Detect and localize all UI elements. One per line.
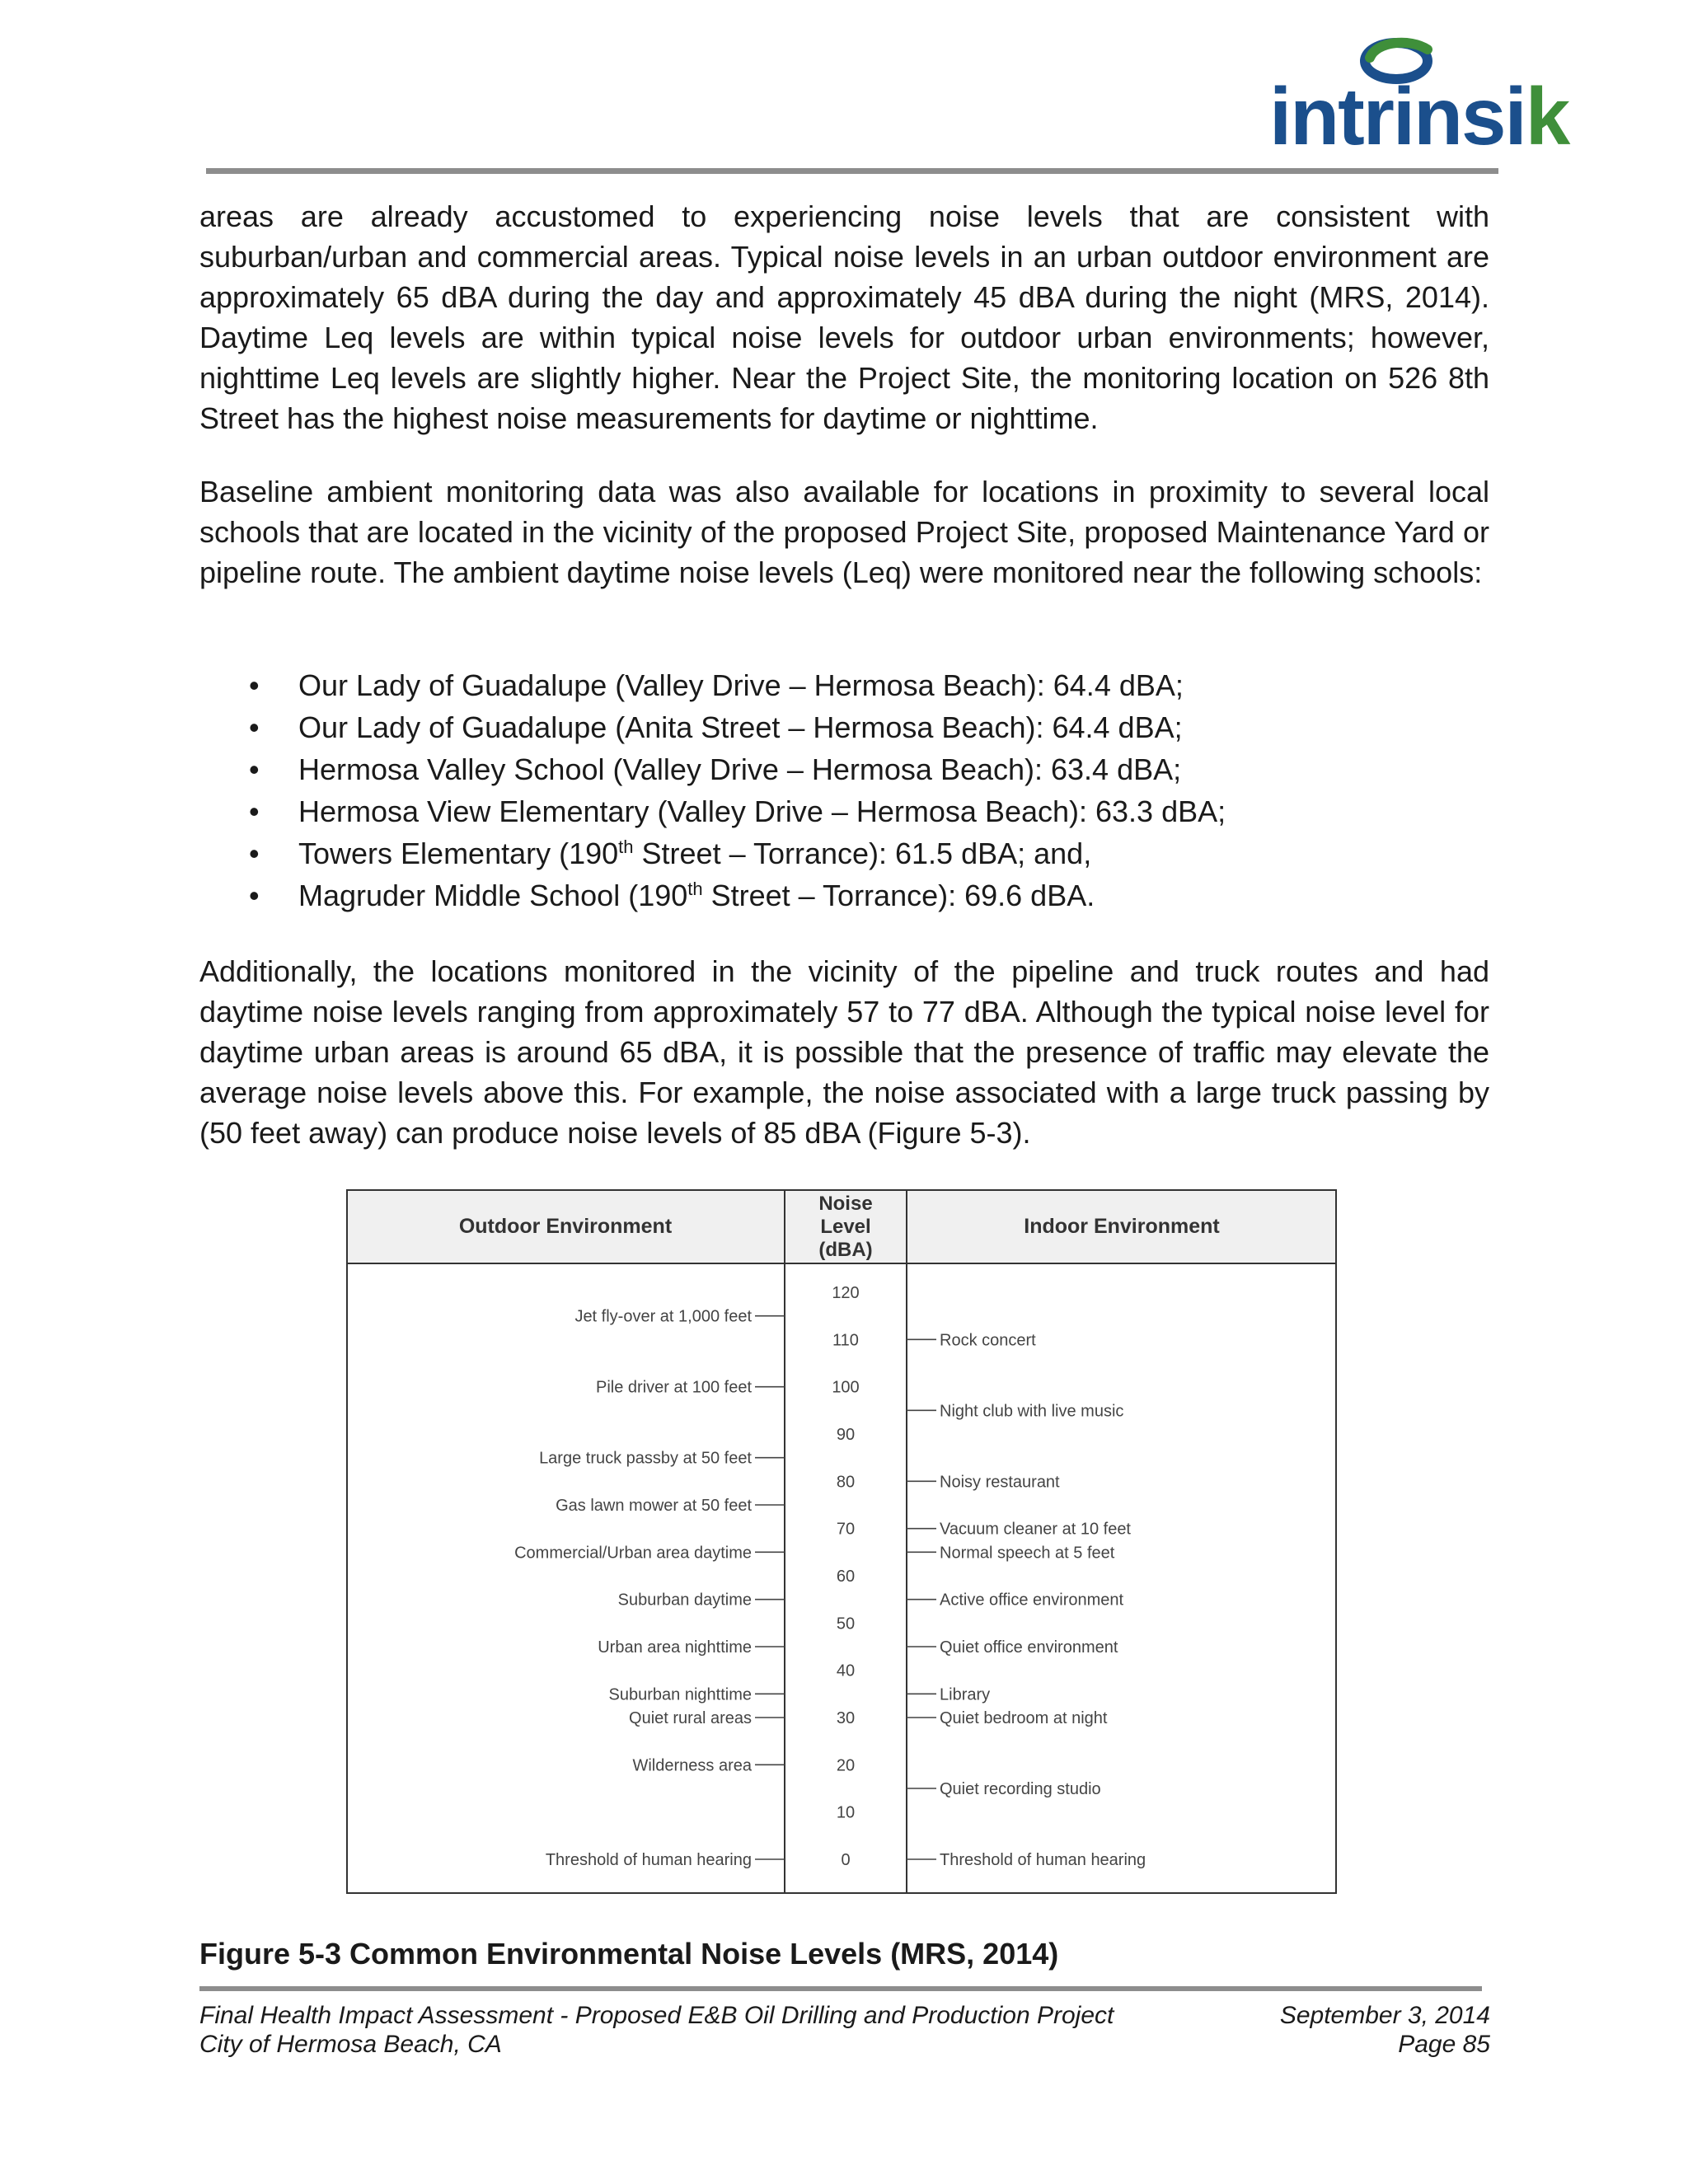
footer-right [1280, 2001, 1490, 2059]
scale-tick-label: 0 [841, 1851, 851, 1869]
scale-tick-label: 60 [836, 1568, 856, 1586]
scale-tick-label: 90 [836, 1426, 856, 1444]
scale-tick-label: 10 [836, 1803, 856, 1822]
paragraph-3: Additionally, the locations monitored in the vicinity of the pipeline and truck routes and had daytime noise levels ranging from approximately 57 to 77 dBA. Although the typical noise level for daytime urban areas is around 65 dBA, it is possible that the presence of traffic may elevate the average noise levels above this. For example, the noise associated with a large truck passing by (50 feet away) can produce noise levels of 85 dBA (Figure 5-3). [199, 954, 1489, 1150]
outdoor-source-label: Quiet rural areas [629, 1709, 752, 1727]
footer-left [199, 2001, 1114, 2059]
intrinsik-logo [1269, 33, 1569, 162]
list-item: • Hermosa View Elementary (Valley Drive – Hermosa Beach): 63.3 dBA; [199, 790, 1489, 832]
indoor-source-label: Rock concert [940, 1331, 1036, 1350]
indoor-source-label: Library [940, 1685, 991, 1704]
outdoor-source-label: Wilderness area [632, 1756, 752, 1775]
outdoor-source-label: Large truck passby at 50 feet [539, 1449, 752, 1468]
noise-level-column-header: Noise [818, 1193, 873, 1215]
noise-levels-chart [346, 1189, 1337, 1894]
footer-city: City of Hermosa Beach, CA [199, 2031, 502, 2058]
footer-date: September 3, 2014 [1279, 2002, 1490, 2029]
list-item: • Our Lady of Guadalupe (Valley Drive – Hermosa Beach): 64.4 dBA; [199, 664, 1489, 706]
scale-tick-label: 50 [836, 1615, 856, 1633]
list-item: • Towers Elementary (190th Street – Torrance): 61.5 dBA; and, [199, 832, 1489, 874]
logo-wordmark: intrinsik [1269, 71, 1569, 162]
footer-report-title: Final Health Impact Assessment - Proposed E&B Oil Drilling and Production Project [199, 2002, 1114, 2029]
outdoor-source-label: Threshold of human hearing [545, 1851, 752, 1869]
outdoor-source-label: Suburban nighttime [608, 1685, 752, 1704]
school-noise-list [199, 664, 1489, 916]
list-item: • Our Lady of Guadalupe (Anita Street – Hermosa Beach): 64.4 dBA; [199, 706, 1489, 748]
indoor-column-header: Indoor Environment [1024, 1215, 1220, 1238]
noise-level-column-header: Level [820, 1216, 871, 1238]
indoor-source-label: Vacuum cleaner at 10 feet [940, 1520, 1131, 1539]
scale-tick-label: 40 [836, 1661, 856, 1680]
indoor-source-label: Quiet office environment [940, 1638, 1118, 1657]
indoor-source-label: Quiet recording studio [940, 1780, 1101, 1798]
scale-tick-label: 20 [836, 1756, 856, 1775]
indoor-source-label: Active office environment [940, 1591, 1124, 1610]
figure-caption: Figure 5-3 Common Environmental Noise Levels (MRS, 2014) [199, 1937, 1059, 1971]
outdoor-column-header: Outdoor Environment [458, 1215, 673, 1238]
footer-divider [199, 1986, 1482, 1991]
outdoor-source-label: Commercial/Urban area daytime [514, 1544, 752, 1563]
noise-level-column-header: (dBA) [818, 1239, 873, 1261]
outdoor-source-label: Pile driver at 100 feet [596, 1378, 752, 1397]
outdoor-source-label: Jet fly-over at 1,000 feet [574, 1307, 752, 1326]
paragraph-1: areas are already accustomed to experiencing noise levels that are consistent with suburban/urban and commercial areas. Typical noise levels in an urban outdoor environment are approximately 65 dBA during the day and approximately 45 dBA during the night (MRS, 2014). Daytime Leq levels are within typical noise levels for outdoor urban environments; however, nighttime Leq levels are slightly higher. Near the Project Site, the monitoring location on 526 8th Street has the highest noise measurements for daytime or nighttime. [199, 199, 1489, 435]
outdoor-source-label: Gas lawn mower at 50 feet [556, 1497, 752, 1515]
indoor-source-label: Normal speech at 5 feet [940, 1544, 1115, 1563]
scale-tick-label: 70 [836, 1520, 856, 1539]
paragraph-2: Baseline ambient monitoring data was also available for locations in proximity to several local schools that are located in the vicinity of the proposed Project Site, proposed Maintenance Yard or pipeline route. The ambient daytime noise levels (Leq) were monitored near the following schools: [199, 475, 1489, 589]
scale-tick-label: 120 [832, 1284, 860, 1302]
outdoor-source-label: Urban area nighttime [598, 1638, 752, 1657]
header-divider [206, 168, 1498, 174]
list-item: • Magruder Middle School (190th Street – Torrance): 69.6 dBA. [199, 874, 1489, 916]
indoor-source-label: Night club with live music [940, 1402, 1124, 1421]
indoor-source-label: Threshold of human hearing [940, 1851, 1146, 1869]
noise-levels-figure [346, 1189, 1337, 1894]
list-item: • Hermosa Valley School (Valley Drive – Hermosa Beach): 63.4 dBA; [199, 748, 1489, 790]
indoor-source-label: Quiet bedroom at night [940, 1709, 1108, 1727]
scale-tick-label: 100 [832, 1378, 860, 1397]
footer-page-number: Page 85 [1398, 2031, 1490, 2058]
scale-tick-label: 80 [836, 1473, 856, 1492]
scale-tick-label: 110 [832, 1331, 859, 1350]
outdoor-source-label: Suburban daytime [617, 1591, 752, 1610]
indoor-source-label: Noisy restaurant [940, 1473, 1060, 1492]
scale-tick-label: 30 [836, 1709, 856, 1727]
